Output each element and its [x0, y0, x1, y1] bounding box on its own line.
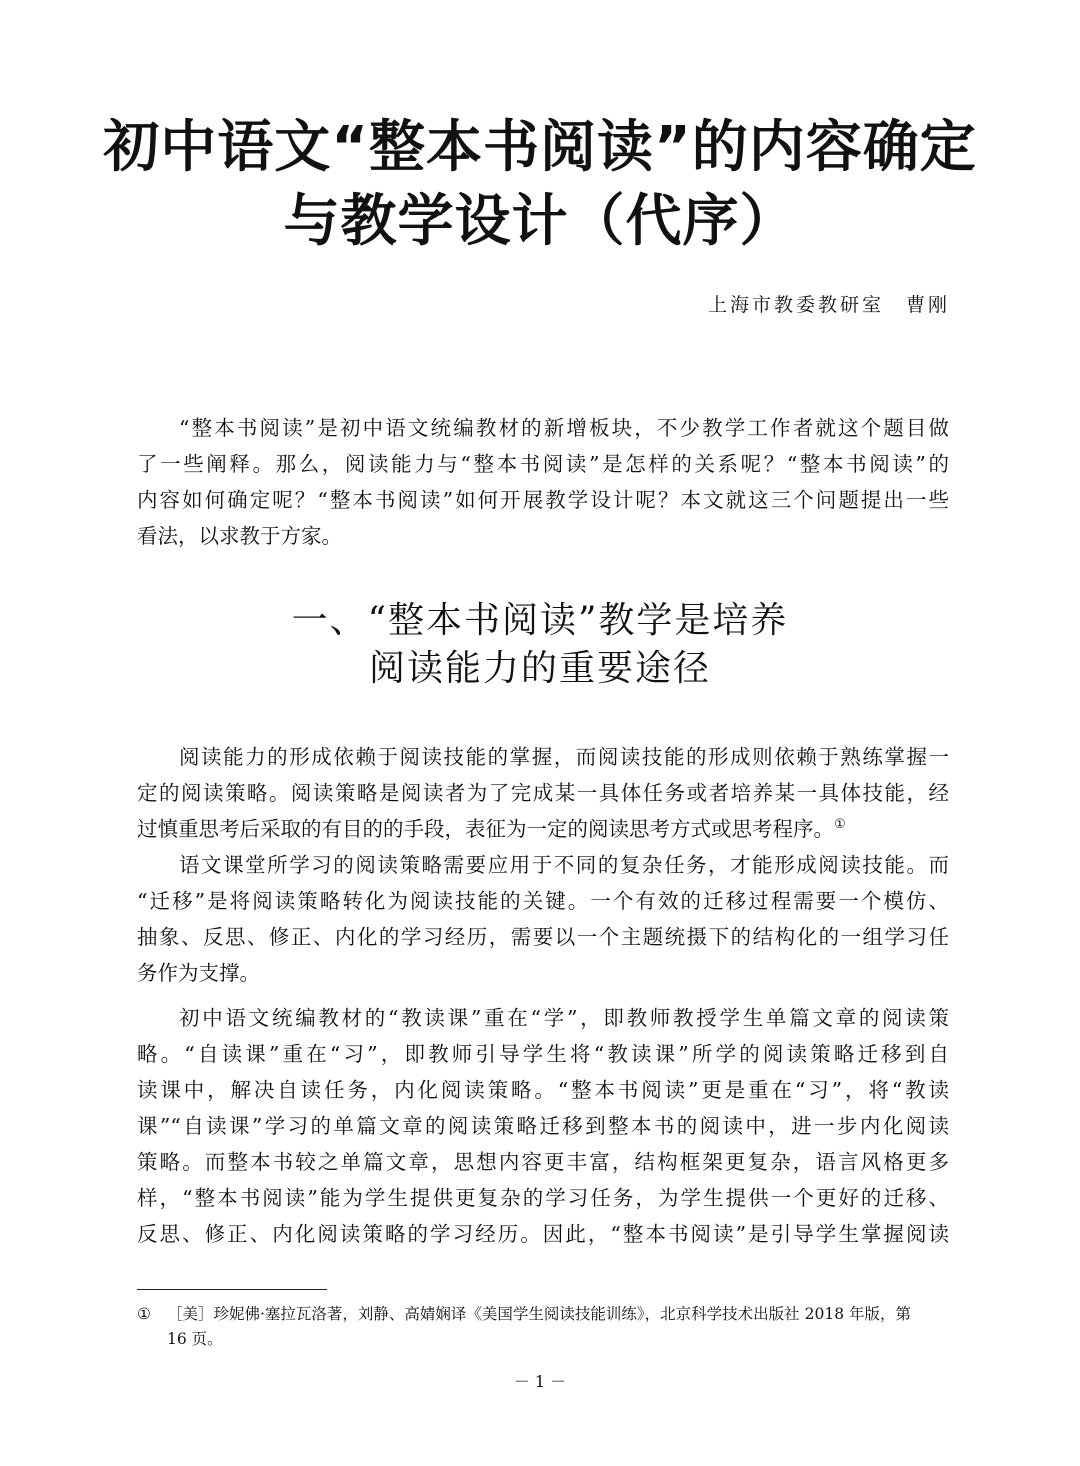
- body-line: 语文课堂所学习的阅读策略需要应用于不同的复杂任务，才能形成阅读技能。而: [179, 853, 949, 877]
- body-line: “迁移”是将阅读策略转化为阅读技能的关键。一个有效的迁移过程需要一个模仿、: [137, 889, 949, 913]
- footnote-reference[interactable]: ①: [834, 817, 846, 833]
- body-line: 抽象、反思、修正、内化的学习经历，需要以一个主题统摄下的结构化的一组学习任: [137, 925, 949, 949]
- body-line: 略。“自读课”重在“习”，即教师引导学生将“教读课”所学的阅读策略迁移到自: [137, 1042, 949, 1066]
- page-number: － 1 －: [513, 1372, 567, 1391]
- intro-line: 了一些阐释。那么，阅读能力与“整本书阅读”是怎样的关系呢？“整本书阅读”的: [137, 452, 949, 476]
- body-paragraph-1: [137, 739, 949, 847]
- document-title-line-2: 与教学设计（代序）: [283, 189, 797, 254]
- intro-line: 内容如何确定呢？“整本书阅读”如何开展教学设计呢？本文就这三个问题提出一些: [137, 488, 949, 512]
- body-line: 定的阅读策略。阅读策略是阅读者为了完成某一具体任务或者培养某一具体技能，经: [137, 781, 949, 805]
- body-line-with-footnote: [137, 811, 949, 847]
- section-heading-line-1: 一、“整本书阅读”教学是培养: [291, 600, 789, 641]
- body-line: 样，“整本书阅读”能为学生提供更复杂的学习任务，为学生提供一个更好的迁移、: [137, 1186, 949, 1210]
- intro-paragraph: [137, 410, 949, 554]
- footnote-line-1: [137, 1302, 949, 1327]
- body-line-text: 过慎重思考后采取的有目的的手段，表征为一定的阅读思考方式或思考程序。: [137, 817, 834, 841]
- footnote-line-2: 16 页。: [167, 1330, 223, 1348]
- body-line: 务作为支撑。: [137, 961, 260, 985]
- intro-line: “整本书阅读”是初中语文统编教材的新增板块，不少教学工作者就这个题目做: [179, 416, 949, 440]
- footnote-mark: ①: [137, 1305, 151, 1323]
- body-paragraph-3: [137, 1000, 949, 1252]
- document-title-line-1: 初中语文“整本书阅读”的内容确定: [103, 115, 977, 180]
- section-heading-line-2: 阅读能力的重要途径: [368, 648, 711, 689]
- footnote: [137, 1302, 949, 1352]
- body-line: 策略。而整本书较之单篇文章，思想内容更丰富，结构框架更复杂，语言风格更多: [137, 1150, 949, 1174]
- author-name: 曹刚: [905, 294, 950, 316]
- body-line: 反思、修正、内化阅读策略的学习经历。因此，“整本书阅读”是引导学生掌握阅读: [137, 1222, 949, 1246]
- body-line: 阅读能力的形成依赖于阅读技能的掌握，而阅读技能的形成则依赖于熟练掌握一: [179, 745, 949, 769]
- body-line: 初中语文统编教材的“教读课”重在“学”，即教师教授学生单篇文章的阅读策: [179, 1006, 949, 1030]
- footnote-divider: [137, 1289, 327, 1290]
- body-paragraph-2: [137, 847, 949, 991]
- body-line: 读课中，解决自读任务，内化阅读策略。“整本书阅读”更是重在“习”，将“教读: [137, 1078, 949, 1102]
- body-line: 课”“自读课”学习的单篇文章的阅读策略迁移到整本书的阅读中，进一步内化阅读: [137, 1114, 949, 1138]
- author-affiliation: 上海市教委教研室: [707, 294, 884, 316]
- author-line: [708, 290, 950, 320]
- footnote-text: ［美］珍妮佛·塞拉瓦洛著，刘静、高婧娴译《美国学生阅读技能训练》，北京科学技术出版社 2018 年版，第: [167, 1305, 911, 1323]
- intro-line: 看法，以求教于方家。: [137, 524, 342, 548]
